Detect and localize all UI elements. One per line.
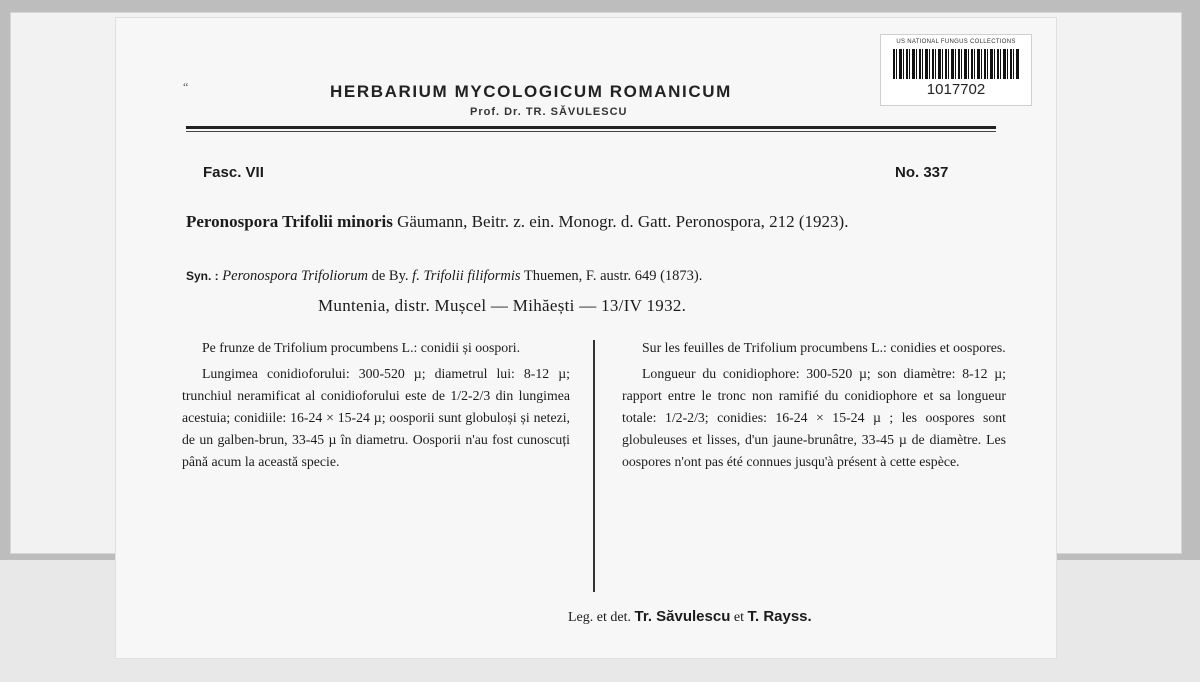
column-divider — [593, 340, 595, 592]
collectors-prefix: Leg. et det. — [568, 610, 635, 625]
synonym-citation: Thuemen, F. austr. 649 (1873). — [520, 268, 703, 284]
collector-2: T. Rayss. — [747, 608, 812, 625]
corner-mark: “ — [183, 80, 189, 94]
synonym-author: de By. — [368, 268, 413, 284]
herbarium-subtitle: Prof. Dr. TR. SĂVULESCU — [470, 106, 628, 118]
species-citation: Gäumann, Beitr. z. ein. Monogr. d. Gatt. Peronospora, 212 (1923). — [392, 212, 849, 231]
collectors-conj: et — [730, 610, 748, 625]
species-heading — [186, 210, 1002, 234]
collector-1: Tr. Săvulescu — [634, 608, 731, 625]
french-paragraph: Longueur du conidiophore: 300-520 µ; son diamètre: 8-12 µ; rapport entre le tronc non ramifié du conidiophore et sa longueur totale: 1/2-2/3; conidies: 16-24 × 15-24 µ ; les oospores sont globuleuses et lisses, d'un jaune-brunâtre, 33-45 µ de diamètre. Les oospores n'ont pas été connues jusqu'à présent à cette espèce. — [622, 366, 1006, 469]
locality-line: Muntenia, distr. Mușcel — Mihăești — 13/IV 1932. — [318, 296, 687, 315]
romanian-paragraph: Lungimea conidioforului: 300-520 µ; diametrul lui: 8-12 µ; trunchiul neramificat al conidioforului este de 1/2-2/3 din lungimea acestuia; conidiile: 16-24 × 15-24 µ; oosporii sunt globuloși și netezi, de un galben-brun, 33-45 µ în diametru. Oosporii n'au fost cunoscuți până acum la această specie. — [182, 366, 570, 469]
barcode-label — [880, 34, 1032, 106]
synonym-forma: f. Trifolii filiformis — [412, 268, 521, 284]
romanian-description — [182, 337, 570, 477]
specimen-number: No. 337 — [895, 164, 949, 181]
french-description — [622, 337, 1006, 477]
synonym-line — [186, 266, 1002, 286]
romanian-paragraph: Pe frunze de Trifolium procumbens L.: conidii și oospori. — [202, 340, 521, 355]
header-rule-thin — [186, 131, 996, 132]
barcode-number: 1017702 — [926, 81, 986, 98]
french-paragraph: Sur les feuilles de Trifolium procumbens L.: conidies et oospores. — [642, 340, 1006, 355]
synonym-label: Syn. : — [186, 269, 219, 283]
species-name: Peronospora Trifolii minoris — [186, 212, 393, 231]
synonym-name: Peronospora Trifoliorum — [218, 268, 368, 284]
fascicle-number: Fasc. VII — [203, 164, 264, 181]
collectors-line — [568, 608, 812, 626]
barcode-institution: US NATIONAL FUNGUS COLLECTIONS — [896, 39, 1016, 45]
herbarium-title: HERBARIUM MYCOLOGICUM ROMANICUM — [330, 82, 732, 101]
barcode-icon — [893, 49, 1019, 79]
header-rule — [186, 126, 996, 129]
